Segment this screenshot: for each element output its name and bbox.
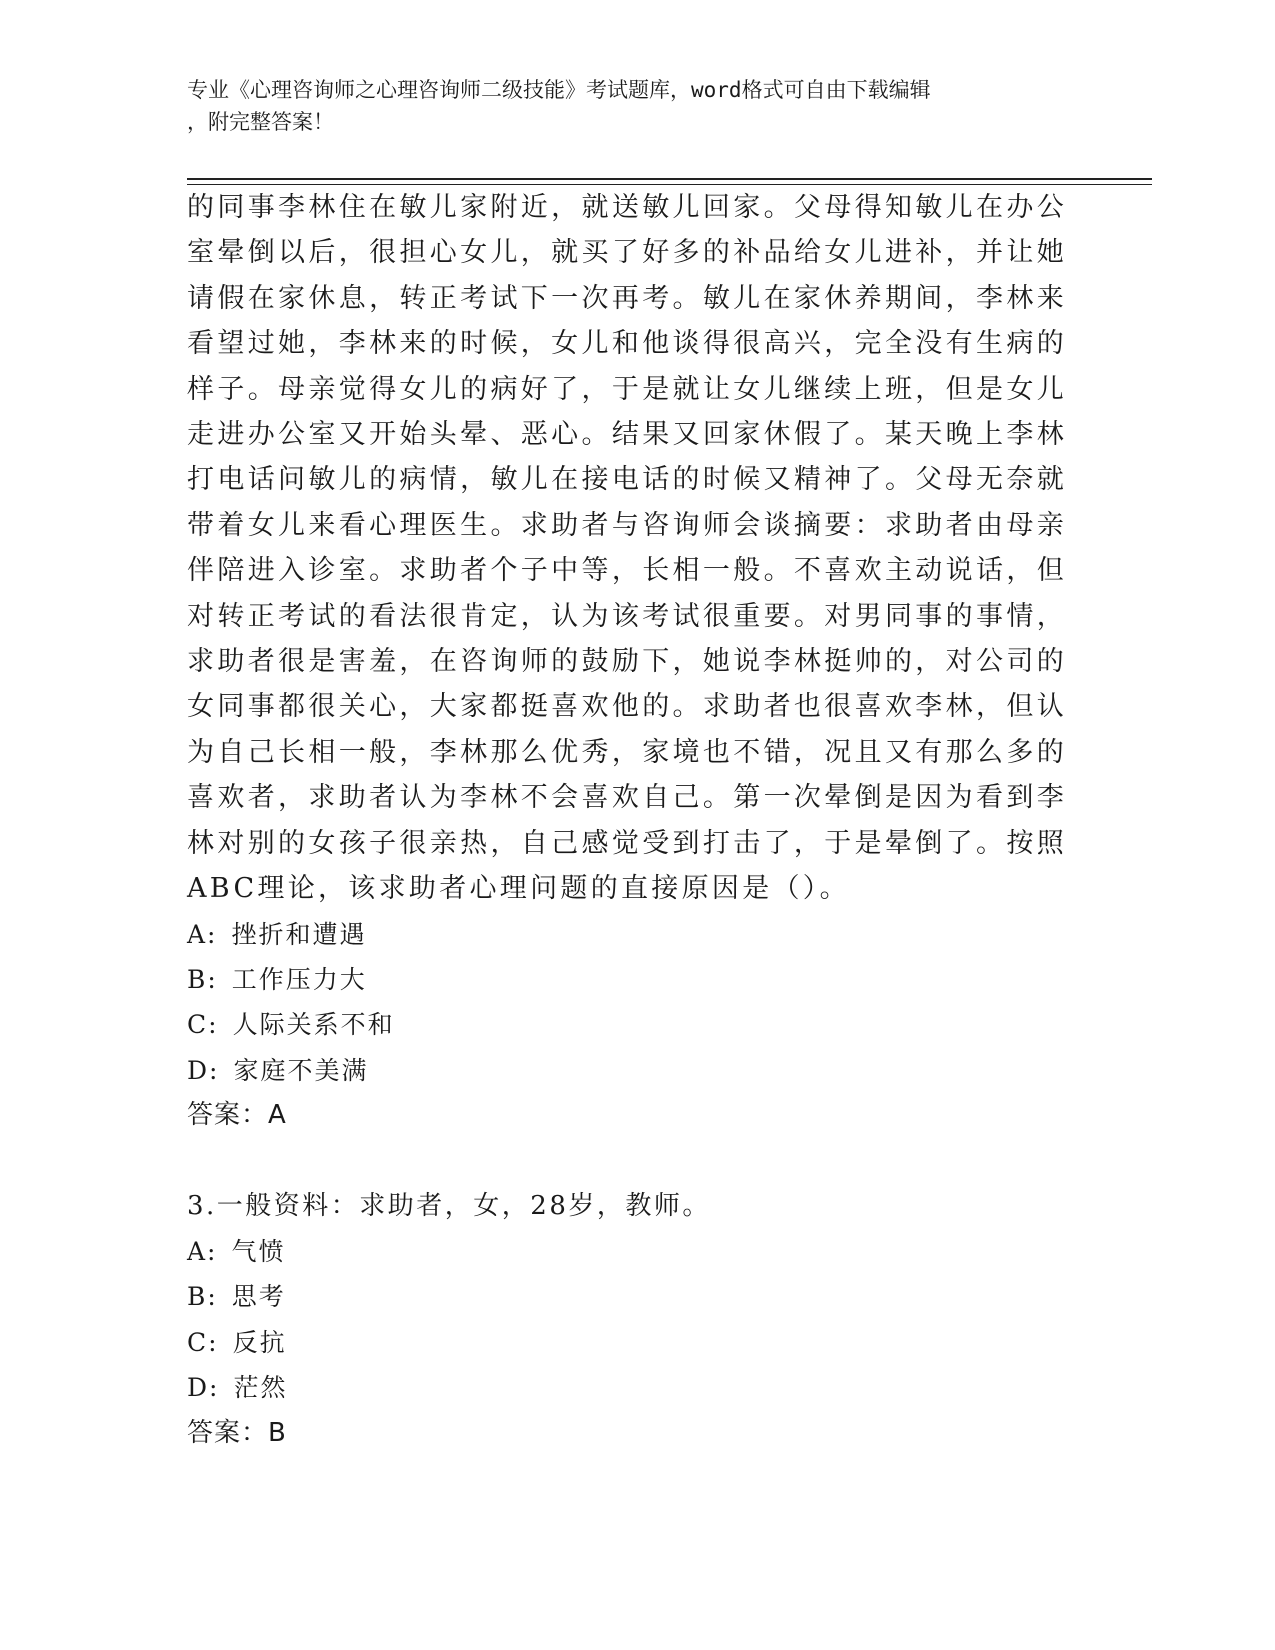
option-letter: C:: [187, 1010, 219, 1040]
option-text: 人际关系不和: [232, 1010, 395, 1040]
question-3-stem: 3.一般资料：求助者，女，28岁，教师。: [187, 1190, 711, 1221]
option-letter: B:: [187, 1282, 218, 1312]
option-d: [187, 1048, 1067, 1093]
option-text: 工作压力大: [231, 964, 367, 994]
spacer: [187, 1139, 1067, 1184]
option-b: [187, 957, 1067, 1002]
option-letter: B:: [187, 964, 218, 994]
option-letter: D:: [187, 1373, 220, 1403]
header-divider-thick: [187, 178, 1152, 180]
option-text: 家庭不美满: [233, 1055, 369, 1085]
option-text: 挫折和遭遇: [231, 919, 367, 949]
question-2-answer: 答案：A: [187, 1100, 287, 1131]
page-header: [187, 74, 1067, 138]
option-text: 思考: [231, 1282, 286, 1312]
option-c: [187, 1002, 1067, 1047]
document-body: [187, 185, 1067, 1456]
option-text: 反抗: [232, 1327, 287, 1357]
question-3-answer: 答案：B: [187, 1417, 287, 1448]
option-letter: C:: [187, 1327, 219, 1357]
question-2-options: [187, 912, 1067, 1094]
option-letter: D:: [187, 1055, 220, 1085]
option-a: [187, 912, 1067, 957]
option-b: [187, 1274, 1067, 1319]
option-c: [187, 1320, 1067, 1365]
question-3-options: [187, 1229, 1067, 1411]
option-letter: A:: [187, 1236, 218, 1266]
option-a: [187, 1229, 1067, 1274]
option-text: 气愤: [231, 1236, 286, 1266]
header-title-line: 专业《心理咨询师之心理咨询师二级技能》考试题库，word格式可自由下载编辑: [187, 78, 931, 102]
header-subtitle-line: ，附完整答案！: [187, 110, 334, 134]
question-2-passage: 的同事李林住在敏儿家附近，就送敏儿回家。父母得知敏儿在办公室晕倒以后，很担心女儿，就买了好多的补品给女儿进补，并让她请假在家休息，转正考试下一次再考。敏儿在家休养期间，李林来看望过她，李林来的时候，女儿和他谈得很高兴，完全没有生病的样子。母亲觉得女儿的病好了，于是就让女儿继续上班，但是女儿走进办公室又开始头晕、恶心。结果又回家休假了。某天晚上李林打电话问敏儿的病情，敏儿在接电话的时候又精神了。父母无奈就带着女儿来看心理医生。求助者与咨询师会谈摘要：求助者由母亲伴陪进入诊室。求助者个子中等，长相一般。不喜欢主动说话，但对转正考试的看法很肯定，认为该考试很重要。对男同事的事情，求助者很是害羞，在咨询师的鼓励下，她说李林挺帅的，对公司的女同事都很关心，大家都挺喜欢他的。求助者也很喜欢李林，但认为自己长相一般，李林那么优秀，家境也不错，况且又有那么多的喜欢者，求助者认为李林不会喜欢自己。第一次晕倒是因为看到李林对别的女孩子很亲热，自己感觉受到打击了，于是晕倒了。按照ABC理论，该求助者心理问题的直接原因是（）。: [187, 192, 1067, 905]
option-text: 茫然: [233, 1373, 288, 1403]
option-letter: A:: [187, 919, 218, 949]
option-d: [187, 1365, 1067, 1410]
